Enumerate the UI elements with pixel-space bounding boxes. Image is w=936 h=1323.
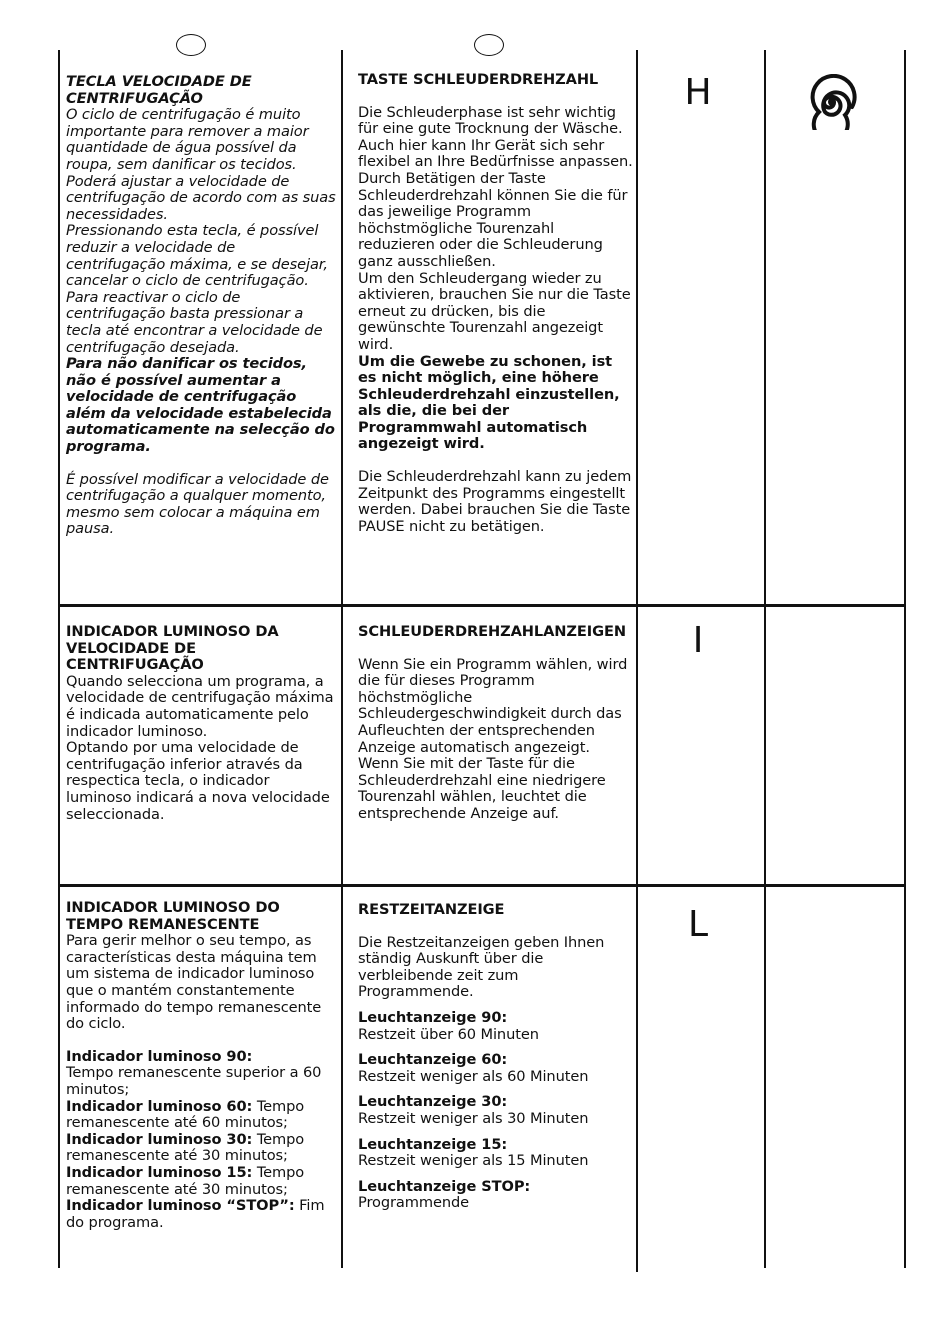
- section-l-de-item-30: [358, 1094, 634, 1127]
- section-h-de-para-4: Die Schleuderdrehzahl kann zu jedem Zeitpunkt des Programms eingestellt werden. Dabei brauchen Sie die Taste PAUSE nicht zu betätigen.: [358, 468, 632, 535]
- section-i-de-para-2: Wenn Sie mit der Taste für die Schleuderdrehzahl eine niedrigere Tourenzahl wählen, leuchtet die entsprechende Anzeige auf.: [358, 755, 606, 822]
- section-h-de-text: [358, 72, 634, 535]
- column-divider-1: [341, 50, 343, 1268]
- section-h-de-para-2: Durch Betätigen der Taste Schleuderdrehzahl können Sie die für das jeweilige Programm höchstmögliche Tourenzahl reduzieren oder die Schleuderung ganz ausschließen.: [358, 169, 628, 270]
- row-divider-1: [58, 604, 906, 607]
- section-l-de-item-stop: [358, 1179, 634, 1212]
- spin-spiral-icon: [804, 74, 860, 130]
- item-text: Tempo remanescente superior a 60 minutos;: [66, 1064, 322, 1098]
- section-l-pt-text: [66, 900, 338, 1231]
- item-label: Indicador luminoso 90:: [66, 1047, 253, 1065]
- section-i-pt-heading: INDICADOR LUMINOSO DA VELOCIDADE DE CENTRIFUGAÇÃO: [66, 623, 279, 674]
- section-letter-h: H: [684, 72, 712, 113]
- item-label: Leuchtanzeige STOP:: [358, 1177, 531, 1195]
- column-divider-left: [58, 50, 60, 1268]
- section-h-pt-para-2: Pressionando esta tecla, é possível reduzir a velocidade de centrifugação máxima, e se desejar, cancelar o ciclo de centrifugação.: [66, 222, 328, 290]
- section-l-pt-item-stop: [66, 1198, 338, 1231]
- language-circle-pt: [176, 34, 206, 56]
- section-i-de-heading: SCHLEUDERDREHZAHLANZEIGEN: [358, 623, 626, 640]
- section-h-pt-heading: TECLA VELOCIDADE DE CENTRIFUGAÇÃO: [66, 73, 252, 107]
- item-label: Indicador luminoso 60:: [66, 1097, 253, 1115]
- item-text: Tempo remanescente até 30 minutos;: [66, 1130, 305, 1165]
- item-label: Indicador luminoso 15:: [66, 1163, 253, 1181]
- section-i-de-para-1: Wenn Sie ein Programm wählen, wird die für dieses Programm höchstmögliche Schleudergeschwindigkeit durch das Aufleuchten der entsprechenden Anzeige automatisch angezeigt.: [358, 655, 628, 756]
- column-divider-3: [764, 50, 766, 1268]
- item-text: Programmende: [358, 1194, 470, 1212]
- section-i-pt-text: [66, 624, 338, 823]
- section-letter-i: I: [692, 620, 704, 661]
- section-l-de-item-90: [358, 1010, 634, 1043]
- section-l-pt-item-30: [66, 1132, 338, 1165]
- column-divider-right: [904, 50, 906, 1268]
- row-divider-2: [58, 884, 906, 887]
- section-l-de-para-1: Die Restzeitanzeigen geben Ihnen ständig Auskunft über die verbleibende zeit zum Programmende.: [358, 933, 605, 1001]
- item-text: Tempo remanescente até 30 minutos;: [66, 1163, 305, 1198]
- section-i-pt-para-2: Optando por uma velocidade de centrifugação inferior através da respectica tecla, o indicador luminoso indicará a nova velocidade seleccionada.: [66, 739, 330, 823]
- section-l-pt-para-1: Para gerir melhor o seu tempo, as características desta máquina tem um sistema de indicador luminoso que o mantém constantemente informado do tempo remanescente do ciclo.: [66, 932, 322, 1033]
- section-letter-l: L: [687, 904, 709, 945]
- section-h-de-para-3: Um den Schleudergang wieder zu aktivieren, brauchen Sie nur die Taste erneut zu drücken, bis die gewünschte Tourenzahl angezeigt wird.: [358, 269, 631, 353]
- section-h-de-heading: TASTE SCHLEUDERDREHZAHL: [358, 71, 599, 88]
- section-l-de-text: [358, 902, 634, 1212]
- section-l-pt-item-15: [66, 1165, 338, 1198]
- section-h-pt-para-1: O ciclo de centrifugação é muito importante para remover a maior quantidade de água possível da roupa, sem danificar os tecidos. Poderá ajustar a velocidade de centrifugação de acordo com as suas necessidades.: [66, 106, 336, 223]
- item-text: Fim do programa.: [66, 1197, 325, 1231]
- item-label: Leuchtanzeige 30:: [358, 1093, 508, 1111]
- column-divider-2: [636, 50, 638, 1272]
- item-label: Leuchtanzeige 60:: [358, 1051, 508, 1069]
- item-text: Restzeit über 60 Minuten: [358, 1025, 539, 1043]
- section-h-de-para-1: Die Schleuderphase ist sehr wichtig für eine gute Trocknung der Wäsche. Auch hier kann Ihr Gerät sich sehr flexibel an Ihre Bedürfnisse anpassen.: [358, 103, 633, 171]
- item-text: Tempo remanescente até 60 minutos;: [66, 1097, 305, 1132]
- section-i-pt-para-1: Quando selecciona um programa, a velocidade de centrifugação máxima é indicada automaticamente pelo indicador luminoso.: [66, 672, 334, 740]
- item-label: Leuchtanzeige 90:: [358, 1008, 508, 1026]
- section-l-de-item-60: [358, 1052, 634, 1085]
- item-text: Restzeit weniger als 60 Minuten: [358, 1067, 589, 1085]
- section-h-de-bold-note: Um die Gewebe zu schonen, ist es nicht möglich, eine höhere Schleuderdrehzahl einzustellen, als die, die bei der Programmwahl automatisch angezeigt wird.: [358, 352, 620, 453]
- section-l-de-item-15: [358, 1137, 634, 1170]
- section-h-pt-para-3: Para reactivar o ciclo de centrifugação basta pressionar a tecla até encontrar a velocidade de centrifugação desejada.: [66, 288, 323, 356]
- section-h-pt-para-4: É possível modificar a velocidade de centrifugação a qualquer momento, mesmo sem colocar a máquina em pausa.: [66, 470, 329, 538]
- section-h-pt-text: [66, 74, 338, 538]
- section-l-de-heading: RESTZEITANZEIGE: [358, 901, 505, 918]
- item-label: Indicador luminoso 30:: [66, 1130, 253, 1148]
- section-l-pt-item-60: [66, 1099, 338, 1132]
- section-l-pt-item-90: [66, 1049, 338, 1099]
- section-h-pt-bold-note: Para não danificar os tecidos, não é possível aumentar a velocidade de centrifugação além da velocidade estabelecida automaticamente na selecção do programa.: [66, 355, 335, 456]
- item-label: Indicador luminoso “STOP”:: [66, 1197, 295, 1215]
- section-l-pt-heading: INDICADOR LUMINOSO DO TEMPO REMANESCENTE: [66, 899, 280, 933]
- item-text: Restzeit weniger als 15 Minuten: [358, 1152, 589, 1170]
- language-circle-de: [474, 34, 504, 56]
- item-text: Restzeit weniger als 30 Minuten: [358, 1109, 589, 1127]
- item-label: Leuchtanzeige 15:: [358, 1135, 508, 1153]
- section-i-de-text: [358, 624, 634, 823]
